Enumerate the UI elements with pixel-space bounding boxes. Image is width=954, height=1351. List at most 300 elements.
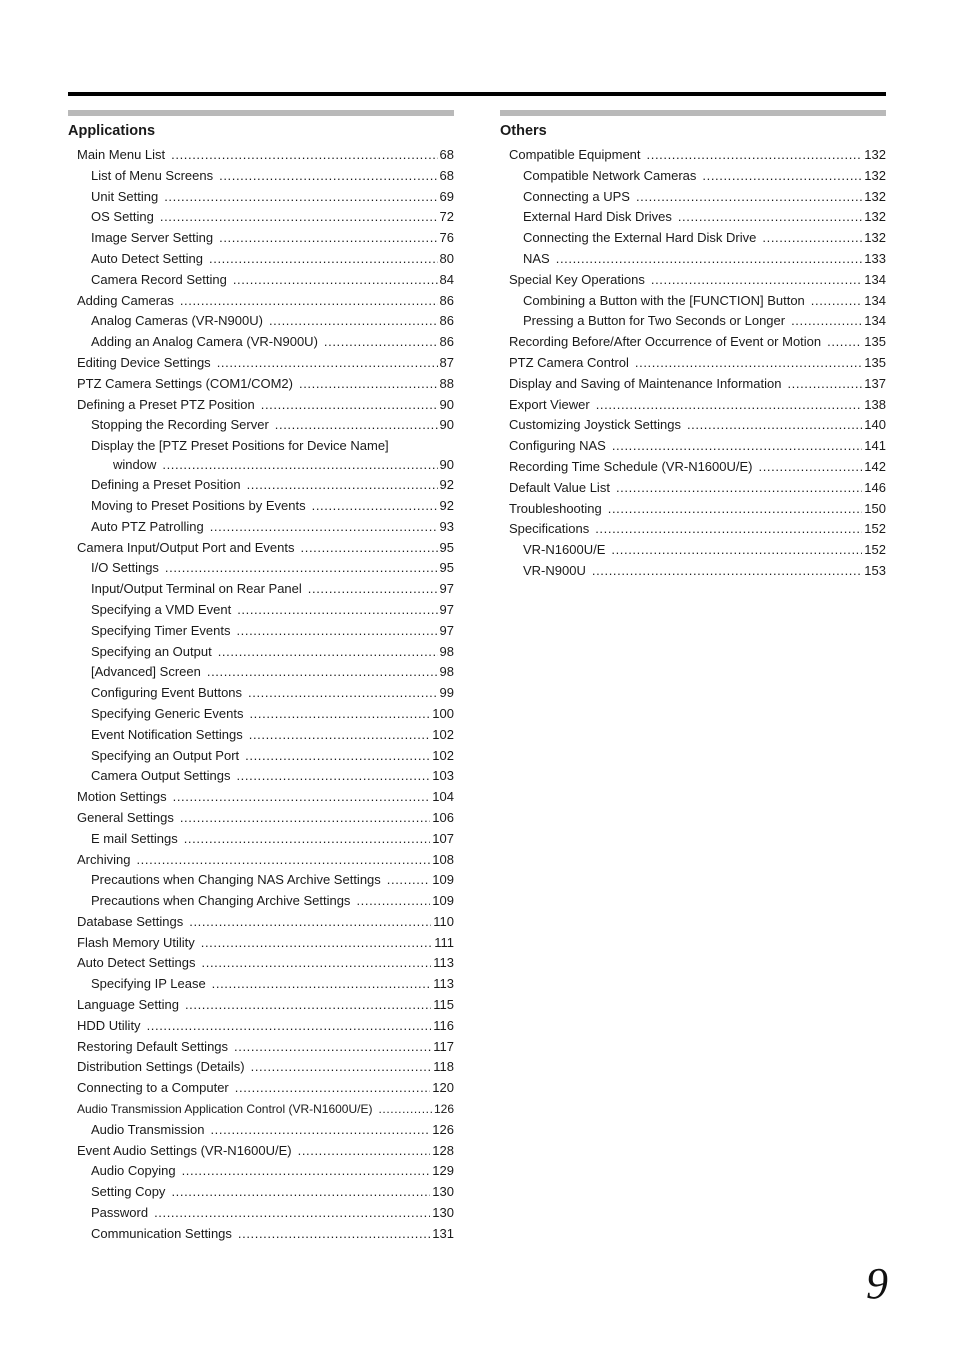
toc-entry-page: 132 (864, 188, 886, 204)
dot-leader (811, 291, 863, 312)
dot-leader (251, 1057, 432, 1078)
dot-leader (635, 353, 862, 374)
dot-leader (210, 1120, 430, 1141)
toc-entry-page: 111 (434, 934, 454, 950)
dot-leader (608, 499, 863, 520)
toc-entry-page: 131 (432, 1225, 454, 1241)
dot-leader (827, 332, 862, 353)
toc-entry-page: 113 (433, 976, 454, 992)
toc-entry-title: Event Notification Settings (91, 726, 243, 742)
toc-entry-page: 134 (864, 271, 886, 287)
toc-entry[interactable] (500, 415, 886, 436)
toc-entry-title: VR-N900U (523, 562, 586, 578)
dot-leader (184, 829, 431, 850)
toc-entry-page: 109 (432, 893, 454, 909)
toc-entry[interactable] (68, 746, 454, 767)
toc-entry-page: 132 (864, 147, 886, 162)
toc-entry[interactable] (500, 270, 886, 291)
toc-entry-title: Analog Cameras (VR-N900U) (91, 313, 263, 329)
toc-entry-page: 152 (864, 521, 886, 537)
toc-entry[interactable] (500, 311, 886, 332)
toc-entry-title: HDD Utility (77, 1017, 141, 1033)
toc-entry-title: Motion Settings (77, 789, 167, 805)
dot-leader (147, 1016, 432, 1037)
toc-entry-page: 90 (439, 417, 454, 433)
toc-entry-page: 92 (439, 477, 454, 493)
toc-entry-page: 152 (864, 542, 886, 558)
toc-entry-page: 113 (433, 955, 454, 971)
toc-entry[interactable] (500, 457, 886, 478)
dot-leader (245, 746, 430, 767)
toc-entry-page: 134 (864, 313, 886, 329)
toc-entry[interactable] (68, 517, 454, 538)
toc-entry[interactable] (68, 787, 454, 808)
toc-entry-page: 100 (432, 705, 454, 721)
dot-leader (233, 270, 438, 291)
toc-entry-page: 68 (439, 147, 454, 162)
toc-entry-title: Setting Copy (91, 1184, 166, 1200)
toc-entry-page: 103 (432, 768, 454, 784)
dot-leader (210, 517, 438, 538)
toc-entry-title: Defining a Preset Position (91, 477, 241, 493)
toc-entry-page: 132 (864, 209, 886, 225)
toc-entry-title: Connecting the External Hard Disk Drive (523, 230, 757, 246)
dot-leader (298, 1141, 431, 1162)
toc-entry-title: Distribution Settings (Details) (77, 1059, 245, 1075)
toc-entry[interactable] (500, 540, 886, 561)
toc-entry-page: 126 (433, 1102, 454, 1117)
toc-entry-title: Adding an Analog Camera (VR-N900U) (91, 334, 318, 350)
dot-leader (249, 725, 431, 746)
top-rule (68, 92, 886, 96)
toc-entry-title: Specifying IP Lease (91, 976, 206, 992)
section-heading: Applications (68, 123, 156, 139)
toc-entry[interactable] (68, 870, 454, 891)
toc-entry-title: Compatible Network Cameras (523, 167, 697, 183)
toc-entry-title: Specifying an Output Port (91, 747, 240, 763)
toc-entry[interactable] (500, 291, 886, 312)
toc-entry-title: Specifying a VMD Event (91, 601, 232, 617)
dot-leader (596, 395, 863, 416)
toc-entry-page: 130 (432, 1205, 454, 1221)
toc-entry[interactable] (68, 808, 454, 829)
toc-entry-list (500, 145, 886, 582)
dot-leader (219, 228, 437, 249)
toc-entry-title: Combining a Button with the [FUNCTION] Button (523, 292, 805, 308)
page-number: 9 (866, 1259, 888, 1308)
toc-entry[interactable] (68, 766, 454, 787)
toc-entry-page: 146 (864, 479, 886, 495)
toc-entry-title: Editing Device Settings (77, 354, 211, 370)
toc-entry[interactable] (68, 415, 454, 436)
dot-leader (248, 683, 437, 704)
toc-entry-page: 129 (432, 1163, 454, 1179)
toc-entry[interactable] (500, 353, 886, 374)
dot-leader (595, 519, 862, 540)
toc-entry[interactable] (68, 725, 454, 746)
toc-entry-page: 132 (864, 167, 886, 183)
toc-entry-title: PTZ Camera Settings (COM1/COM2) (77, 375, 293, 391)
toc-entry[interactable] (500, 207, 886, 228)
toc-entry-title: Auto Detect Settings (77, 955, 196, 971)
toc-entry-page: 132 (864, 230, 886, 246)
toc-entry[interactable] (68, 332, 454, 353)
toc-entry-title: Moving to Preset Positions by Events (91, 497, 306, 513)
dot-leader (249, 704, 430, 725)
toc-entry-title-continued: window (113, 457, 157, 473)
toc-entry[interactable] (500, 228, 886, 249)
toc-entry-page: 92 (439, 497, 454, 513)
toc-entry-title: Flash Memory Utility (77, 934, 195, 950)
toc-entry-page: 135 (864, 354, 886, 370)
toc-entry-page: 98 (439, 643, 454, 659)
toc-entry-page: 90 (439, 396, 454, 412)
dot-leader (154, 1203, 430, 1224)
dot-leader (301, 538, 438, 559)
dot-leader (201, 933, 432, 954)
dot-leader (261, 395, 438, 416)
toc-entry[interactable] (68, 1203, 454, 1224)
toc-entry-page: 150 (864, 500, 886, 516)
toc-entry-title: Display the [PTZ Preset Positions for Device Name] (91, 438, 389, 454)
toc-entry[interactable] (68, 1120, 454, 1141)
dot-leader (180, 808, 430, 829)
toc-entry-page: 153 (864, 562, 886, 578)
dot-leader (173, 787, 431, 808)
toc-entry[interactable] (68, 995, 454, 1016)
toc-entry[interactable] (68, 1161, 454, 1182)
toc-entry-page: 137 (864, 375, 886, 391)
section-bar (68, 110, 454, 116)
dot-leader (387, 870, 431, 891)
dot-leader (378, 1099, 432, 1120)
dot-leader (616, 478, 862, 499)
toc-entry-title: I/O Settings (91, 560, 159, 576)
toc-entry-title: Audio Copying (91, 1163, 176, 1179)
dot-leader (237, 600, 437, 621)
toc-entry[interactable] (68, 974, 454, 995)
toc-entry[interactable] (68, 228, 454, 249)
dot-leader (235, 1078, 431, 1099)
toc-entry-title: Password (91, 1205, 149, 1221)
toc-entry-title: Archiving (77, 851, 131, 867)
toc-entry-page: 86 (439, 334, 454, 350)
toc-entry-page: 80 (439, 250, 454, 266)
toc-entry-page: 86 (439, 292, 454, 308)
toc-entry[interactable] (68, 558, 454, 579)
dot-leader (234, 1037, 431, 1058)
dot-leader (611, 540, 862, 561)
toc-entry-title: OS Setting (91, 209, 154, 225)
toc-entry[interactable] (500, 436, 886, 457)
toc-entry-list (68, 145, 454, 1245)
toc-entry-title: Default Value List (509, 479, 610, 495)
toc-entry-title: Event Audio Settings (VR-N1600U/E) (77, 1142, 292, 1158)
toc-entry-page: 128 (432, 1142, 454, 1158)
toc-entry[interactable] (68, 249, 454, 270)
dot-leader (636, 187, 862, 208)
toc-entry-title: Auto Detect Setting (91, 250, 204, 266)
toc-entry[interactable] (68, 933, 454, 954)
toc-entry[interactable] (68, 600, 454, 621)
toc-entry-title: Camera Input/Output Port and Events (77, 539, 295, 555)
toc-entry-title: VR-N1600U/E (523, 542, 606, 558)
dot-leader (308, 579, 438, 600)
dot-leader (185, 995, 431, 1016)
toc-entry-page: 84 (439, 271, 454, 287)
toc-entry-page: 93 (439, 518, 454, 534)
toc-column-applications (68, 110, 454, 1245)
toc-entry[interactable] (68, 642, 454, 663)
toc-entry-page: 118 (433, 1059, 454, 1075)
dot-leader (238, 1224, 430, 1245)
toc-entry-title: Recording Time Schedule (VR-N1600U/E) (509, 458, 753, 474)
toc-entry-page: 120 (432, 1080, 454, 1096)
dot-leader (162, 455, 437, 475)
toc-entry-page: 95 (439, 560, 454, 576)
toc-entry-title: Unit Setting (91, 188, 159, 204)
dot-leader (236, 621, 437, 642)
dot-leader (356, 891, 430, 912)
toc-entry[interactable] (68, 538, 454, 559)
toc-entry-title: Communication Settings (91, 1225, 232, 1241)
toc-entry[interactable] (500, 374, 886, 395)
toc-entry-page: 117 (433, 1038, 454, 1054)
toc-entry-page: 98 (439, 664, 454, 680)
toc-entry[interactable] (68, 829, 454, 850)
dot-leader (791, 311, 862, 332)
toc-entry[interactable] (68, 1037, 454, 1058)
toc-entry-page: 126 (432, 1121, 454, 1137)
toc-entry-page: 102 (432, 747, 454, 763)
toc-entry-title: Special Key Operations (509, 271, 645, 287)
toc-entry[interactable] (68, 621, 454, 642)
toc-entry[interactable] (68, 374, 454, 395)
toc-entry[interactable] (68, 1224, 454, 1245)
dot-leader (702, 166, 862, 187)
toc-entry[interactable] (68, 395, 454, 416)
dot-leader (164, 187, 437, 208)
toc-entry-page: 135 (864, 334, 886, 350)
toc-entry-page: 99 (439, 685, 454, 701)
toc-entry-page: 88 (439, 375, 454, 391)
toc-entry-page: 138 (864, 396, 886, 412)
toc-entry-title: List of Menu Screens (91, 167, 214, 183)
toc-entry[interactable] (68, 953, 454, 974)
toc-entry-page: 116 (433, 1017, 454, 1033)
toc-entry[interactable] (68, 891, 454, 912)
dot-leader (217, 353, 438, 374)
toc-entry[interactable] (500, 249, 886, 270)
toc-entry-title: Camera Output Settings (91, 768, 231, 784)
toc-entry[interactable] (68, 311, 454, 332)
toc-entry-title: Specifying Timer Events (91, 622, 231, 638)
toc-entry[interactable] (68, 496, 454, 517)
dot-leader (209, 249, 438, 270)
dot-leader (171, 1182, 430, 1203)
toc-entry-title: Pressing a Button for Two Seconds or Longer (523, 313, 786, 329)
dot-leader (136, 850, 430, 871)
toc-entry[interactable] (68, 475, 454, 496)
toc-entry-title: Image Server Setting (91, 230, 214, 246)
dot-leader (299, 374, 438, 395)
toc-entry-page: 130 (432, 1184, 454, 1200)
toc-entry-page: 134 (864, 292, 886, 308)
toc-entry[interactable] (68, 353, 454, 374)
toc-entry-page: 115 (433, 997, 454, 1013)
toc-entry[interactable] (68, 683, 454, 704)
toc-entry-page: 76 (439, 230, 454, 246)
toc-entry[interactable] (68, 207, 454, 228)
toc-entry[interactable] (500, 166, 886, 187)
toc-entry-title: General Settings (77, 809, 174, 825)
toc-entry-title: Compatible Equipment (509, 147, 641, 162)
toc-entry-title: Adding Cameras (77, 292, 174, 308)
dot-leader (247, 475, 438, 496)
toc-entry-page: 108 (432, 851, 454, 867)
toc-entry-page: 72 (439, 209, 454, 225)
dot-leader (171, 145, 437, 166)
toc-entry-title: Connecting a UPS (523, 188, 630, 204)
toc-entry[interactable] (500, 519, 886, 540)
toc-entry[interactable] (68, 704, 454, 725)
dot-leader (762, 228, 862, 249)
toc-entry[interactable] (68, 1016, 454, 1037)
toc-entry[interactable] (500, 499, 886, 520)
toc-entry-title: Specifying Generic Events (91, 705, 244, 721)
dot-leader (202, 953, 432, 974)
toc-entry[interactable] (500, 478, 886, 499)
dot-leader (612, 436, 862, 457)
toc-entry-page: 133 (864, 250, 886, 266)
toc-entry[interactable] (68, 270, 454, 291)
dot-leader (787, 374, 862, 395)
dot-leader (212, 974, 432, 995)
dot-leader (219, 166, 437, 187)
toc-entry[interactable] (68, 1182, 454, 1203)
toc-entry[interactable] (68, 145, 454, 166)
dot-leader (312, 496, 438, 517)
toc-entry-page: 86 (439, 313, 454, 329)
toc-entry-title: Recording Before/After Occurrence of Event or Motion (509, 334, 822, 350)
dot-leader (647, 145, 863, 166)
toc-entry-page: 107 (432, 830, 454, 846)
toc-entry-page: 140 (864, 417, 886, 433)
toc-entry-title: Restoring Default Settings (77, 1038, 229, 1054)
toc-entry-title: Precautions when Changing NAS Archive Settings (91, 872, 381, 888)
toc-entry-title: Export Viewer (509, 396, 590, 412)
toc-entry-title: Input/Output Terminal on Rear Panel (91, 581, 302, 597)
toc-entry-title: Database Settings (77, 913, 184, 929)
toc-entry-title: E mail Settings (91, 830, 178, 846)
toc-entry[interactable] (68, 166, 454, 187)
dot-leader (189, 912, 431, 933)
toc-entry-title: Camera Record Setting (91, 271, 227, 287)
toc-entry-title: Specifications (509, 521, 590, 537)
toc-entry-title: Precautions when Changing Archive Settings (91, 893, 351, 909)
toc-entry[interactable] (68, 187, 454, 208)
toc-entry[interactable] (68, 579, 454, 600)
dot-leader (180, 291, 438, 312)
toc-entry[interactable] (500, 187, 886, 208)
toc-entry-page: 110 (433, 913, 454, 929)
dot-leader (160, 207, 438, 228)
dot-leader (207, 662, 438, 683)
toc-entry[interactable] (68, 850, 454, 871)
dot-leader (687, 415, 862, 436)
dot-leader (651, 270, 862, 291)
dot-leader (275, 415, 438, 436)
toc-entry-title: Connecting to a Computer (77, 1080, 229, 1096)
toc-entry-title: Specifying an Output (91, 643, 212, 659)
dot-leader (165, 558, 438, 579)
toc-entry[interactable] (68, 662, 454, 683)
toc-entry[interactable] (500, 145, 886, 166)
toc-entry-page: 109 (432, 872, 454, 888)
section-bar (500, 110, 886, 116)
toc-entry-title: Customizing Joystick Settings (509, 417, 681, 433)
dot-leader (218, 642, 438, 663)
toc-entry[interactable] (68, 1099, 454, 1120)
toc-entry[interactable] (68, 436, 454, 475)
dot-leader (236, 766, 430, 787)
toc-entry[interactable] (68, 1078, 454, 1099)
dot-leader (324, 332, 438, 353)
toc-entry-page: 69 (439, 188, 454, 204)
toc-entry-page: 102 (432, 726, 454, 742)
toc-entry-page: 68 (439, 167, 454, 183)
toc-entry[interactable] (500, 395, 886, 416)
toc-entry-page: 90 (439, 457, 454, 473)
toc-entry-page: 141 (864, 438, 886, 454)
dot-leader (759, 457, 863, 478)
dot-leader (592, 561, 862, 582)
toc-entry-title: Configuring Event Buttons (91, 685, 243, 701)
toc-entry-title: Language Setting (77, 997, 179, 1013)
toc-entry-title: Configuring NAS (509, 438, 606, 454)
toc-entry-title: PTZ Camera Control (509, 354, 629, 370)
toc-entry-page: 106 (432, 809, 454, 825)
toc-entry[interactable] (68, 912, 454, 933)
toc-entry-title: Auto PTZ Patrolling (91, 518, 204, 534)
toc-entry-title: Audio Transmission (91, 1121, 205, 1137)
toc-entry[interactable] (68, 1141, 454, 1162)
toc-entry-page: 97 (439, 581, 454, 597)
dot-leader (556, 249, 863, 270)
toc-entry-page: 97 (439, 601, 454, 617)
toc-entry-title: Stopping the Recording Server (91, 417, 269, 433)
toc-entry-title: [Advanced] Screen (91, 664, 201, 680)
toc-entry[interactable] (68, 291, 454, 312)
toc-entry-page: 95 (439, 539, 454, 555)
toc-column-others (500, 110, 886, 582)
dot-leader (269, 311, 438, 332)
toc-entry-page: 97 (439, 622, 454, 638)
toc-entry-title: Main Menu List (77, 147, 166, 162)
toc-entry-page: 87 (439, 354, 454, 370)
toc-entry-title: Audio Transmission Application Control (VR-N1600U/E) (77, 1102, 373, 1117)
dot-leader (678, 207, 862, 228)
toc-entry-title: Display and Saving of Maintenance Information (509, 375, 782, 391)
toc-entry[interactable] (500, 561, 886, 582)
toc-entry-page: 142 (864, 458, 886, 474)
toc-entry[interactable] (500, 332, 886, 353)
toc-entry-title: Defining a Preset PTZ Position (77, 396, 255, 412)
dot-leader (182, 1161, 431, 1182)
section-heading: Others (500, 123, 547, 139)
toc-entry-title: Troubleshooting (509, 500, 602, 516)
toc-entry[interactable] (68, 1057, 454, 1078)
